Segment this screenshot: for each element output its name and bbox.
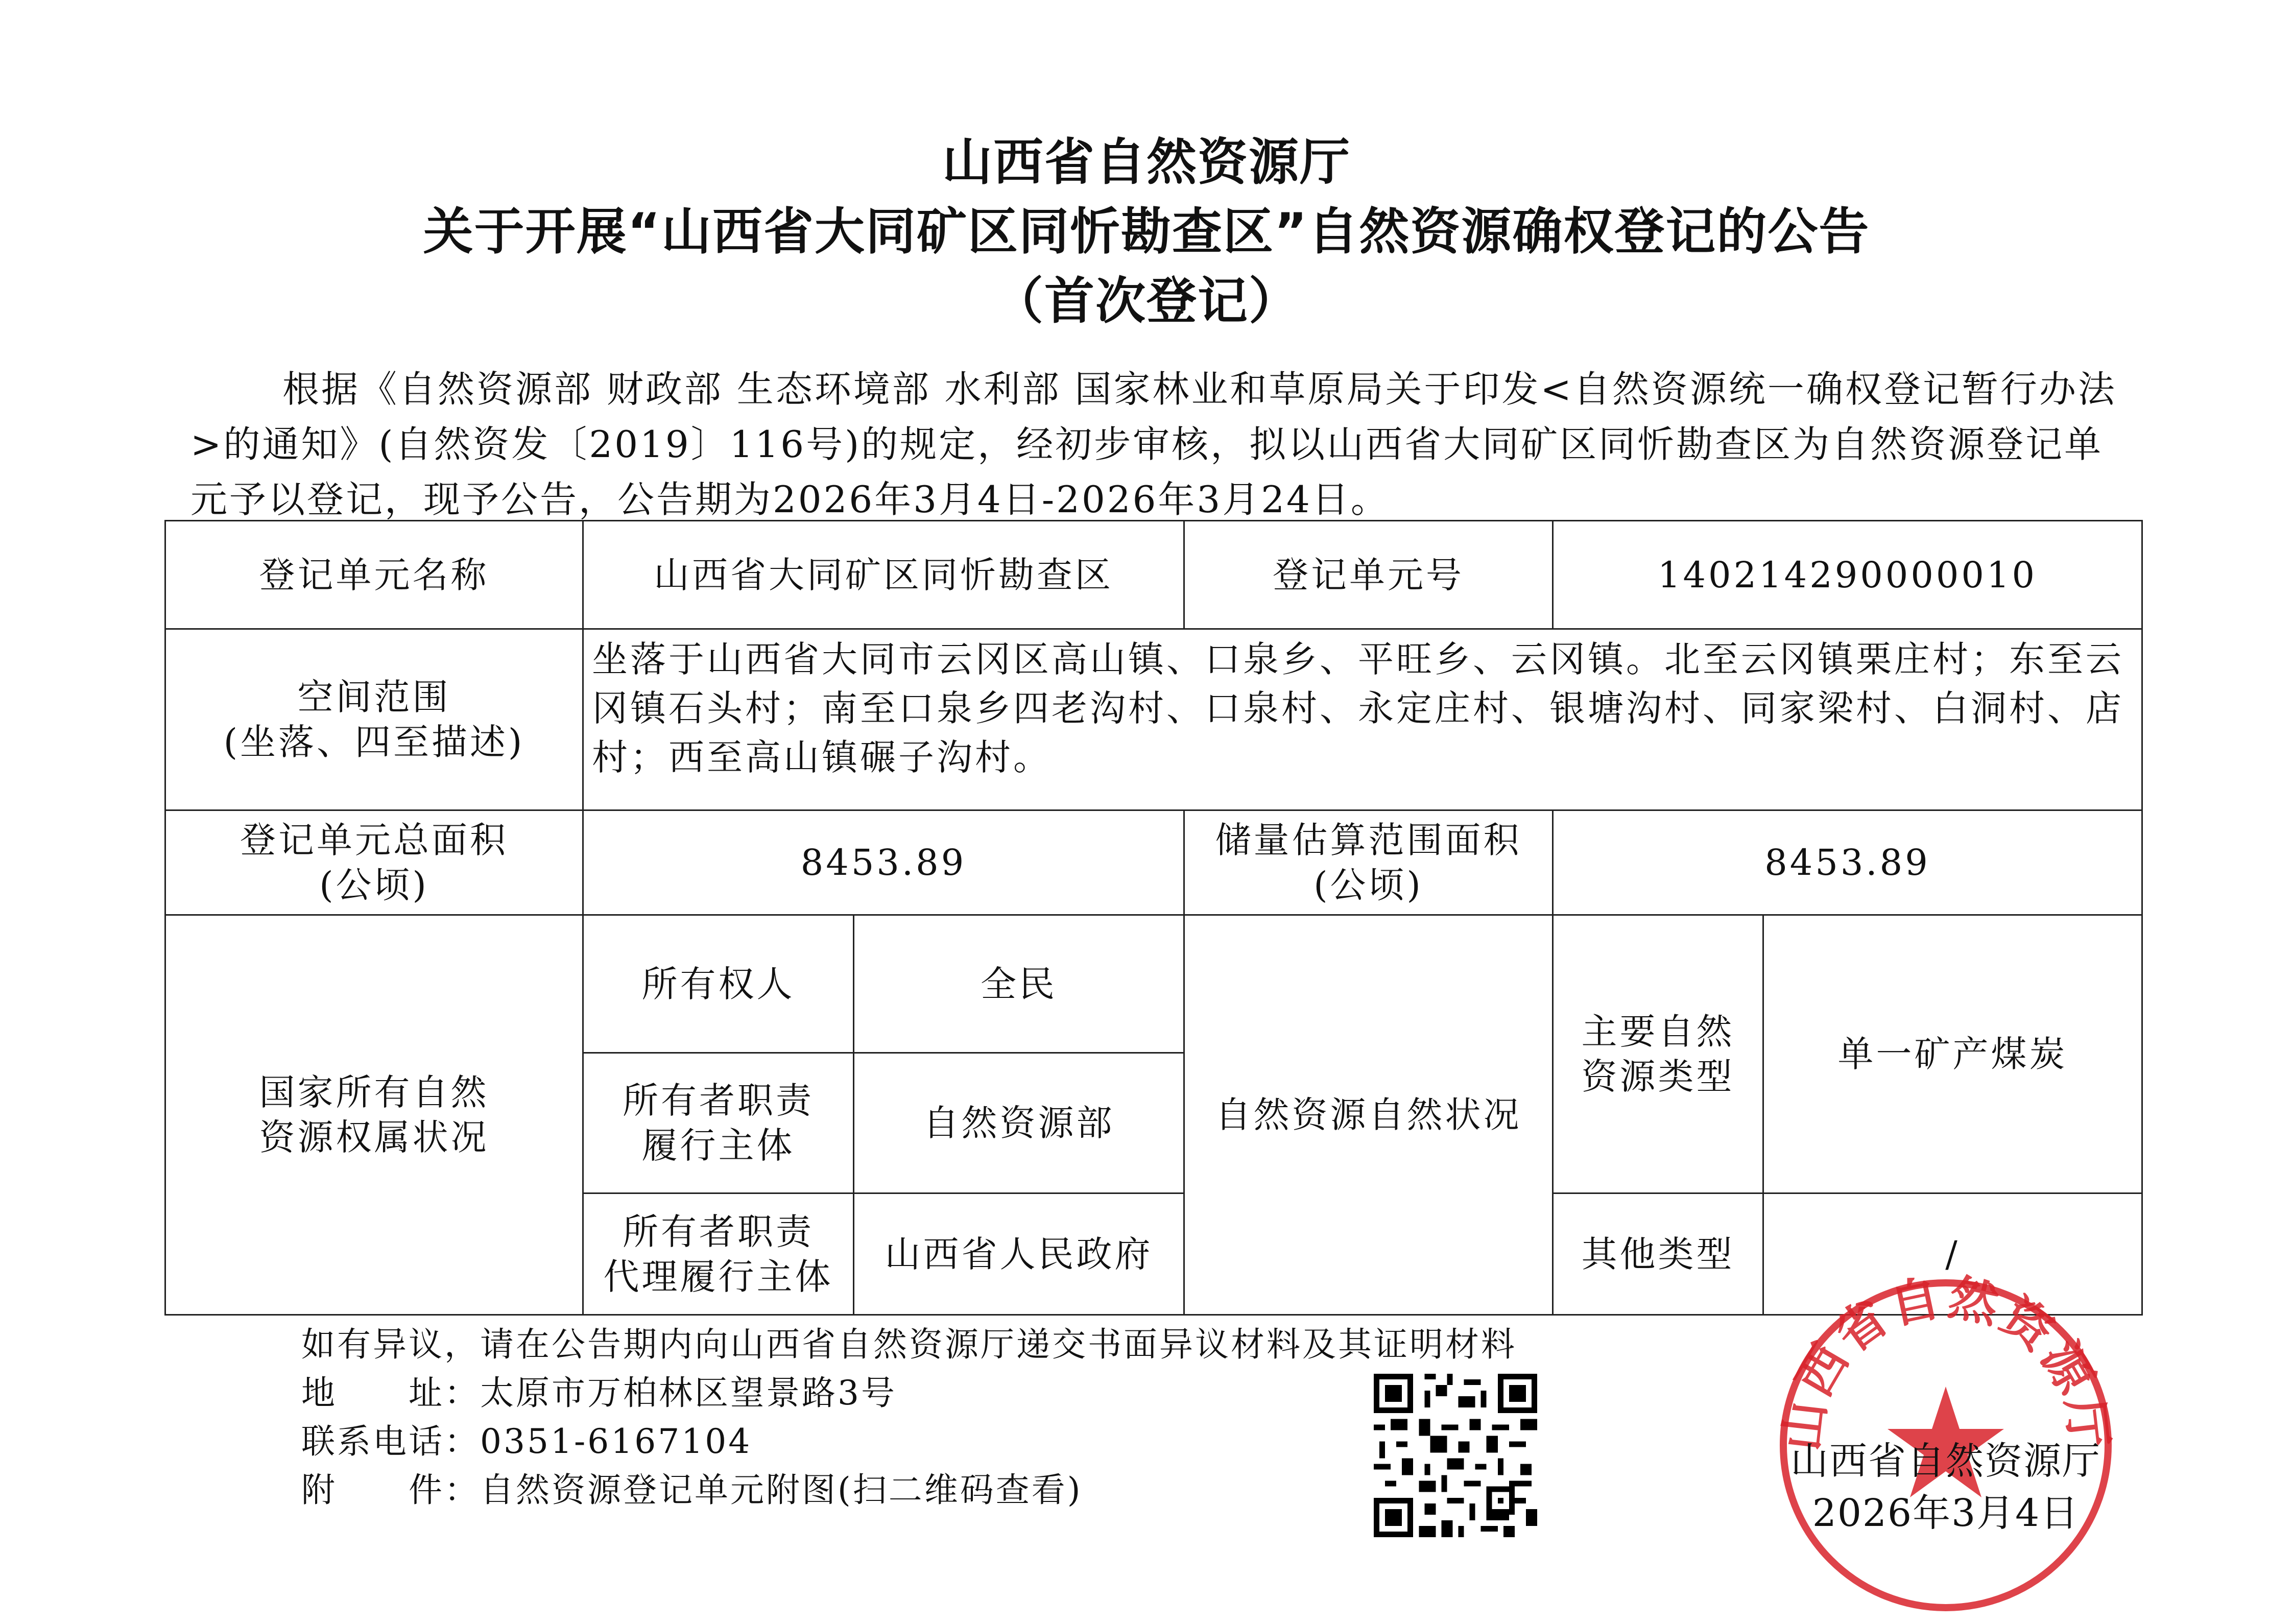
address-row xyxy=(301,1369,1517,1417)
reserve-area-value: 8453.89 xyxy=(1553,810,2142,915)
unit-no-label: 登记单元号 xyxy=(1184,521,1553,629)
space-value: 坐落于山西省大同市云冈区高山镇、口泉乡、平旺乡、云冈镇。北至云冈镇栗庄村；东至云冈镇石头村；南至口泉乡四老沟村、口泉村、永定庄村、银塘沟村、同家梁村、白洞村、店村；西至高山镇碾子沟村。 xyxy=(583,629,2142,810)
unit-name-label: 登记单元名称 xyxy=(165,521,583,629)
address-value: 太原市万柏林区望景路3号 xyxy=(480,1373,897,1413)
doc-title-main: 关于开展“山西省大同矿区同忻勘查区”自然资源确权登记的公告 xyxy=(423,203,1870,261)
phone-label: 联系电话： xyxy=(301,1422,480,1461)
natural-status-label: 自然资源自然状况 xyxy=(1184,915,1553,1315)
intro-text: 根据《自然资源部 财政部 生态环境部 水利部 国家林业和草原局关于印发<自然资源统一确权登记暂行办法>的通知》(自然资发〔2019〕116号)的规定，经初步审核，拟以山西省大同矿区同忻勘查区为自然资源登记单元予以登记，现予公告，公告期为2026年3月4日-2026年3月24日。 xyxy=(190,368,2117,521)
total-area-label-line2: (公顷) xyxy=(319,864,429,906)
ownership-label-line2: 资源权属状况 xyxy=(259,1116,489,1158)
main-type-label xyxy=(1553,915,1763,1193)
agent-label-line1: 所有者职责 xyxy=(623,1210,814,1253)
space-label-line2: (坐落、四至描述) xyxy=(223,721,525,763)
attachment-value: 自然资源登记单元附图(扫二维码查看) xyxy=(480,1470,1083,1510)
owner-value: 全民 xyxy=(854,915,1184,1053)
agent-label xyxy=(583,1193,854,1315)
unit-name-value: 山西省大同矿区同忻勘查区 xyxy=(583,521,1184,629)
issuer-name: 山西省自然资源厅 xyxy=(1790,1439,2101,1483)
main-type-label-line1: 主要自然 xyxy=(1581,1011,1735,1053)
agent-label-line2: 代理履行主体 xyxy=(603,1255,833,1298)
other-type-value: / xyxy=(1763,1193,2142,1315)
duty-label-line1: 所有者职责 xyxy=(623,1080,814,1121)
reserve-area-label xyxy=(1184,810,1553,915)
address-label: 地 址： xyxy=(301,1373,480,1413)
other-type-label: 其他类型 xyxy=(1553,1193,1763,1315)
attachment-label: 附 件： xyxy=(301,1470,480,1510)
attachment-row xyxy=(301,1466,1517,1514)
doc-title-org: 山西省自然资源厅 xyxy=(942,133,1351,192)
doc-title-sub: （首次登记） xyxy=(993,272,1300,330)
main-type-label-line2: 资源类型 xyxy=(1581,1056,1735,1097)
issue-date: 2026年3月4日 xyxy=(1812,1491,2080,1535)
total-area-label-line1: 登记单元总面积 xyxy=(240,819,508,861)
main-type-value: 单一矿产煤炭 xyxy=(1763,915,2142,1193)
phone-row xyxy=(301,1417,1517,1466)
title-block xyxy=(0,128,2293,336)
total-area-label xyxy=(165,810,583,915)
intro-paragraph xyxy=(190,362,2131,527)
owner-label: 所有权人 xyxy=(583,915,854,1053)
space-label-line1: 空间范围 xyxy=(297,676,451,718)
duty-value: 自然资源部 xyxy=(854,1053,1184,1193)
agent-value: 山西省人民政府 xyxy=(854,1193,1184,1315)
total-area-value: 8453.89 xyxy=(583,810,1184,915)
phone-value: 0351-6167104 xyxy=(480,1422,752,1461)
duty-label xyxy=(583,1053,854,1193)
space-label xyxy=(165,629,583,810)
registration-table xyxy=(164,520,2143,1316)
footer-info xyxy=(301,1320,1517,1514)
seal-text: 山西省自然资源厅 xyxy=(1773,1268,2118,1454)
objection-note: 如有异议，请在公告期内向山西省自然资源厅递交书面异议材料及其证明材料 xyxy=(301,1325,1517,1364)
unit-no-value: 140214290000010 xyxy=(1553,521,2142,629)
duty-label-line2: 履行主体 xyxy=(641,1125,795,1166)
ownership-label-line1: 国家所有自然 xyxy=(259,1071,489,1113)
reserve-area-label-line2: (公顷) xyxy=(1313,864,1423,906)
signature-block xyxy=(1767,1435,2124,1539)
ownership-label xyxy=(165,915,583,1315)
qr-code-icon[interactable] xyxy=(1374,1374,1537,1537)
reserve-area-label-line1: 储量估算范围面积 xyxy=(1215,819,1522,861)
